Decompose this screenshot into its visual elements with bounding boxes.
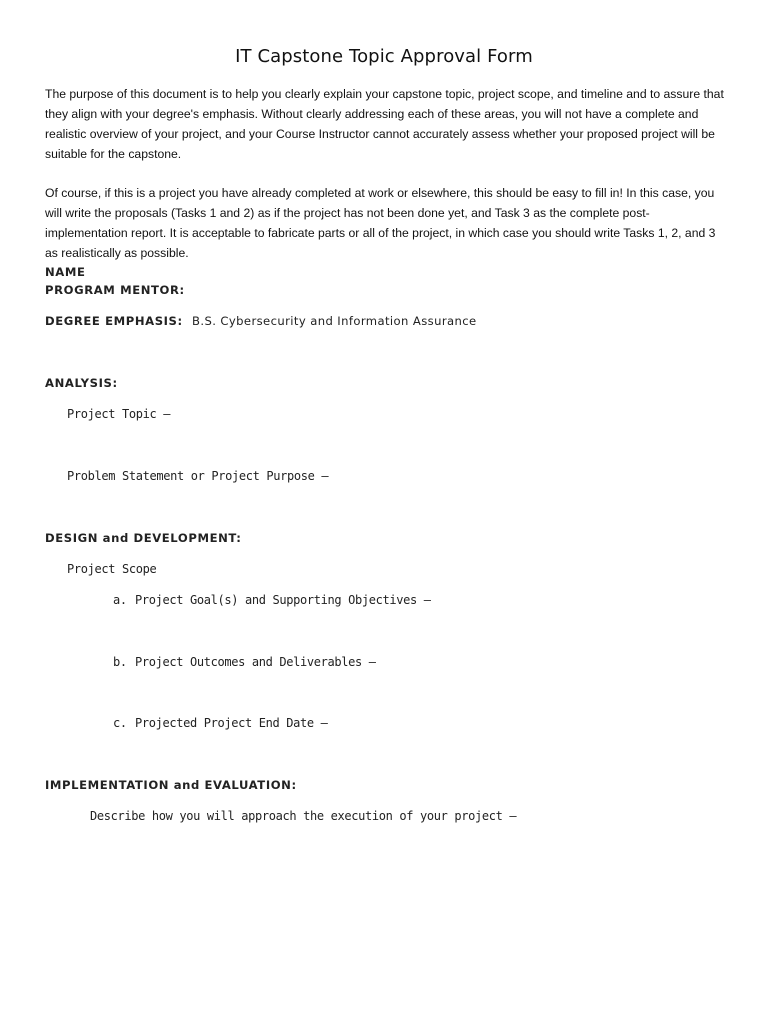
outcomes-prompt: Project Outcomes and Deliverables – [135,655,376,669]
list-item [113,655,376,669]
problem-statement-prompt: Problem Statement or Project Purpose – [67,469,329,483]
analysis-heading: ANALYSIS: [45,376,118,390]
document-title: IT Capstone Topic Approval Form [235,46,533,67]
list-letter: a. [113,593,127,607]
project-scope-label: Project Scope [67,562,157,576]
list-letter: c. [113,716,127,730]
degree-emphasis-row [45,314,477,328]
end-date-prompt: Projected Project End Date – [135,716,328,730]
intro-paragraph: Of course, if this is a project you have already completed at work or elsewhere, this should be easy to fill in! In this case, you will write the proposals (Tasks 1 and 2) as if the project has not been done yet, and Task 3 as the complete post-implementation report. It is acceptable to fabricate parts or all of the project, in which case you should write Tasks 1, 2, and 3 as realistically as possible. [45,186,716,260]
name-label: NAME [45,265,86,279]
design-heading: DESIGN and DEVELOPMENT: [45,531,242,545]
intro-paragraph: The purpose of this document is to help you clearly explain your capstone topic, project scope, and timeline and to assure that they align with your degree's emphasis. Without clearly addressing each of these areas, you will not have a complete and realistic overview of your project, and your Course Instructor cannot accurately assess whether your proposed project will be suitable for the capstone. [45,87,724,161]
degree-emphasis-label: DEGREE EMPHASIS: [45,314,183,328]
program-mentor-label: PROGRAM MENTOR: [45,283,185,297]
project-topic-prompt: Project Topic – [67,407,171,421]
list-item [113,593,431,607]
goals-prompt: Project Goal(s) and Supporting Objectives – [135,593,431,607]
list-letter: b. [113,655,127,669]
implementation-heading: IMPLEMENTATION and EVALUATION: [45,778,297,792]
execution-prompt: Describe how you will approach the execution of your project – [90,809,517,823]
degree-emphasis-value: B.S. Cybersecurity and Information Assurance [192,314,477,328]
list-item [113,716,328,730]
